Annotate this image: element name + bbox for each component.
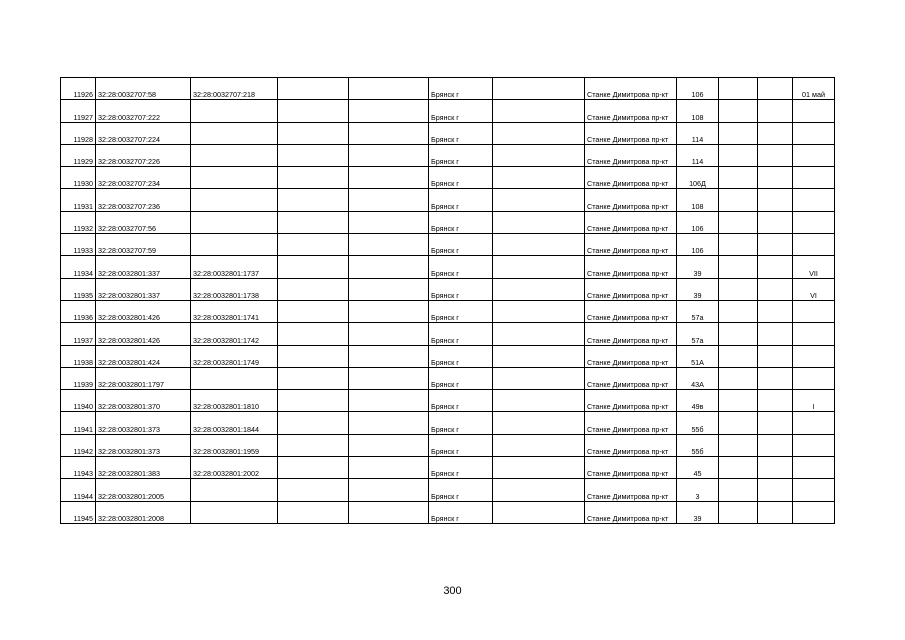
cadastral-number-cell: 32:28:0032801:2005 — [96, 479, 191, 501]
row-number-cell: 11944 — [61, 479, 96, 501]
street-cell: Станке Димитрова пр-кт — [585, 234, 677, 256]
city-cell: Брянск г — [429, 278, 493, 300]
premises-cell — [793, 323, 835, 345]
empty-cell — [349, 189, 429, 211]
empty-cell — [349, 144, 429, 166]
empty-cell — [719, 78, 758, 100]
empty-cell — [349, 278, 429, 300]
empty-cell — [719, 234, 758, 256]
house-number-cell: 114 — [677, 122, 719, 144]
object-cadastral-number-cell: 32:28:0032801:1810 — [191, 390, 278, 412]
city-cell: Брянск г — [429, 501, 493, 523]
street-cell: Станке Димитрова пр-кт — [585, 122, 677, 144]
house-number-cell: 39 — [677, 278, 719, 300]
table-row — [61, 211, 835, 233]
empty-cell — [493, 345, 585, 367]
cadastral-number-cell: 32:28:0032707:224 — [96, 122, 191, 144]
table-row — [61, 100, 835, 122]
object-cadastral-number-cell: 32:28:0032801:1738 — [191, 278, 278, 300]
street-cell: Станке Димитрова пр-кт — [585, 144, 677, 166]
empty-cell — [719, 457, 758, 479]
house-number-cell: 106Д — [677, 167, 719, 189]
empty-cell — [758, 323, 793, 345]
cadastral-number-cell: 32:28:0032801:337 — [96, 278, 191, 300]
cadastral-number-cell: 32:28:0032801:1797 — [96, 367, 191, 389]
empty-cell — [719, 122, 758, 144]
registry-table — [60, 77, 835, 524]
row-number-cell: 11934 — [61, 256, 96, 278]
empty-cell — [758, 345, 793, 367]
object-cadastral-number-cell — [191, 167, 278, 189]
empty-cell — [278, 211, 349, 233]
house-number-cell: 49в — [677, 390, 719, 412]
row-number-cell: 11927 — [61, 100, 96, 122]
premises-cell — [793, 189, 835, 211]
empty-cell — [758, 211, 793, 233]
house-number-cell: 57а — [677, 323, 719, 345]
empty-cell — [493, 189, 585, 211]
cadastral-number-cell: 32:28:0032707:59 — [96, 234, 191, 256]
house-number-cell: 106 — [677, 234, 719, 256]
empty-cell — [349, 211, 429, 233]
empty-cell — [278, 479, 349, 501]
street-cell: Станке Димитрова пр-кт — [585, 345, 677, 367]
table-row — [61, 256, 835, 278]
empty-cell — [758, 367, 793, 389]
row-number-cell: 11935 — [61, 278, 96, 300]
empty-cell — [349, 367, 429, 389]
table-row — [61, 300, 835, 322]
empty-cell — [349, 256, 429, 278]
empty-cell — [493, 390, 585, 412]
cadastral-number-cell: 32:28:0032801:426 — [96, 323, 191, 345]
empty-cell — [349, 479, 429, 501]
object-cadastral-number-cell: 32:28:0032801:2002 — [191, 457, 278, 479]
empty-cell — [493, 479, 585, 501]
city-cell: Брянск г — [429, 189, 493, 211]
premises-cell — [793, 457, 835, 479]
premises-cell — [793, 100, 835, 122]
city-cell: Брянск г — [429, 412, 493, 434]
empty-cell — [758, 412, 793, 434]
table-row — [61, 501, 835, 523]
empty-cell — [493, 434, 585, 456]
empty-cell — [349, 234, 429, 256]
empty-cell — [758, 479, 793, 501]
empty-cell — [758, 256, 793, 278]
empty-cell — [758, 189, 793, 211]
empty-cell — [493, 211, 585, 233]
street-cell: Станке Димитрова пр-кт — [585, 501, 677, 523]
city-cell: Брянск г — [429, 144, 493, 166]
empty-cell — [278, 323, 349, 345]
row-number-cell: 11943 — [61, 457, 96, 479]
empty-cell — [349, 345, 429, 367]
street-cell: Станке Димитрова пр-кт — [585, 457, 677, 479]
empty-cell — [278, 300, 349, 322]
cadastral-number-cell: 32:28:0032707:226 — [96, 144, 191, 166]
empty-cell — [278, 256, 349, 278]
premises-cell — [793, 434, 835, 456]
cadastral-number-cell: 32:28:0032707:58 — [96, 78, 191, 100]
city-cell: Брянск г — [429, 167, 493, 189]
empty-cell — [758, 144, 793, 166]
empty-cell — [278, 412, 349, 434]
table-row — [61, 189, 835, 211]
premises-cell: VI — [793, 278, 835, 300]
premises-cell — [793, 211, 835, 233]
empty-cell — [278, 345, 349, 367]
table-row — [61, 457, 835, 479]
premises-cell — [793, 412, 835, 434]
object-cadastral-number-cell: 32:28:0032801:1741 — [191, 300, 278, 322]
empty-cell — [719, 211, 758, 233]
table-row — [61, 144, 835, 166]
row-number-cell: 11940 — [61, 390, 96, 412]
empty-cell — [493, 256, 585, 278]
premises-cell — [793, 234, 835, 256]
cadastral-number-cell: 32:28:0032707:236 — [96, 189, 191, 211]
empty-cell — [349, 434, 429, 456]
house-number-cell: 114 — [677, 144, 719, 166]
empty-cell — [278, 390, 349, 412]
empty-cell — [349, 457, 429, 479]
empty-cell — [758, 278, 793, 300]
empty-cell — [278, 144, 349, 166]
empty-cell — [758, 100, 793, 122]
empty-cell — [349, 122, 429, 144]
street-cell: Станке Димитрова пр-кт — [585, 434, 677, 456]
empty-cell — [719, 256, 758, 278]
city-cell: Брянск г — [429, 234, 493, 256]
city-cell: Брянск г — [429, 345, 493, 367]
empty-cell — [493, 100, 585, 122]
empty-cell — [493, 167, 585, 189]
empty-cell — [719, 100, 758, 122]
empty-cell — [719, 345, 758, 367]
cadastral-number-cell: 32:28:0032707:234 — [96, 167, 191, 189]
empty-cell — [493, 323, 585, 345]
object-cadastral-number-cell — [191, 100, 278, 122]
city-cell: Брянск г — [429, 390, 493, 412]
row-number-cell: 11942 — [61, 434, 96, 456]
empty-cell — [349, 390, 429, 412]
street-cell: Станке Димитрова пр-кт — [585, 300, 677, 322]
table-row — [61, 434, 835, 456]
table-row — [61, 167, 835, 189]
city-cell: Брянск г — [429, 211, 493, 233]
table-row — [61, 345, 835, 367]
empty-cell — [278, 457, 349, 479]
row-number-cell: 11945 — [61, 501, 96, 523]
empty-cell — [719, 278, 758, 300]
premises-cell: 01 май — [793, 78, 835, 100]
empty-cell — [758, 390, 793, 412]
empty-cell — [349, 323, 429, 345]
row-number-cell: 11929 — [61, 144, 96, 166]
street-cell: Станке Димитрова пр-кт — [585, 412, 677, 434]
cadastral-number-cell: 32:28:0032801:373 — [96, 434, 191, 456]
city-cell: Брянск г — [429, 122, 493, 144]
empty-cell — [758, 457, 793, 479]
premises-cell — [793, 144, 835, 166]
table-row — [61, 412, 835, 434]
house-number-cell: 57а — [677, 300, 719, 322]
cadastral-number-cell: 32:28:0032801:373 — [96, 412, 191, 434]
city-cell: Брянск г — [429, 367, 493, 389]
object-cadastral-number-cell — [191, 479, 278, 501]
street-cell: Станке Димитрова пр-кт — [585, 189, 677, 211]
cadastral-number-cell: 32:28:0032707:222 — [96, 100, 191, 122]
row-number-cell: 11932 — [61, 211, 96, 233]
table-row — [61, 323, 835, 345]
premises-cell — [793, 501, 835, 523]
empty-cell — [719, 390, 758, 412]
city-cell: Брянск г — [429, 434, 493, 456]
table-row — [61, 367, 835, 389]
empty-cell — [719, 479, 758, 501]
city-cell: Брянск г — [429, 100, 493, 122]
empty-cell — [493, 501, 585, 523]
empty-cell — [758, 167, 793, 189]
street-cell: Станке Димитрова пр-кт — [585, 367, 677, 389]
premises-cell — [793, 300, 835, 322]
cadastral-number-cell: 32:28:0032801:370 — [96, 390, 191, 412]
empty-cell — [278, 367, 349, 389]
street-cell: Станке Димитрова пр-кт — [585, 78, 677, 100]
empty-cell — [349, 412, 429, 434]
empty-cell — [349, 78, 429, 100]
empty-cell — [278, 100, 349, 122]
object-cadastral-number-cell: 32:28:0032707:218 — [191, 78, 278, 100]
empty-cell — [719, 189, 758, 211]
empty-cell — [758, 434, 793, 456]
empty-cell — [719, 412, 758, 434]
empty-cell — [493, 412, 585, 434]
empty-cell — [493, 278, 585, 300]
city-cell: Брянск г — [429, 323, 493, 345]
empty-cell — [278, 189, 349, 211]
empty-cell — [719, 367, 758, 389]
empty-cell — [719, 434, 758, 456]
object-cadastral-number-cell — [191, 122, 278, 144]
table-row — [61, 78, 835, 100]
cadastral-number-cell: 32:28:0032707:56 — [96, 211, 191, 233]
table-row — [61, 234, 835, 256]
cadastral-number-cell: 32:28:0032801:426 — [96, 300, 191, 322]
registry-table-body — [61, 78, 835, 524]
row-number-cell: 11933 — [61, 234, 96, 256]
object-cadastral-number-cell — [191, 367, 278, 389]
empty-cell — [349, 300, 429, 322]
empty-cell — [349, 167, 429, 189]
row-number-cell: 11930 — [61, 167, 96, 189]
row-number-cell: 11941 — [61, 412, 96, 434]
empty-cell — [719, 144, 758, 166]
object-cadastral-number-cell: 32:28:0032801:1959 — [191, 434, 278, 456]
cadastral-number-cell: 32:28:0032801:424 — [96, 345, 191, 367]
street-cell: Станке Димитрова пр-кт — [585, 390, 677, 412]
house-number-cell: 39 — [677, 501, 719, 523]
empty-cell — [493, 122, 585, 144]
house-number-cell: 106 — [677, 211, 719, 233]
table-row — [61, 479, 835, 501]
premises-cell: VII — [793, 256, 835, 278]
premises-cell — [793, 479, 835, 501]
row-number-cell: 11926 — [61, 78, 96, 100]
cadastral-number-cell: 32:28:0032801:337 — [96, 256, 191, 278]
premises-cell: I — [793, 390, 835, 412]
empty-cell — [349, 100, 429, 122]
street-cell: Станке Димитрова пр-кт — [585, 100, 677, 122]
house-number-cell: 108 — [677, 189, 719, 211]
row-number-cell: 11928 — [61, 122, 96, 144]
street-cell: Станке Димитрова пр-кт — [585, 278, 677, 300]
city-cell: Брянск г — [429, 256, 493, 278]
object-cadastral-number-cell — [191, 211, 278, 233]
cadastral-number-cell: 32:28:0032801:383 — [96, 457, 191, 479]
empty-cell — [278, 78, 349, 100]
house-number-cell: 43А — [677, 367, 719, 389]
empty-cell — [719, 300, 758, 322]
premises-cell — [793, 345, 835, 367]
empty-cell — [758, 300, 793, 322]
empty-cell — [278, 122, 349, 144]
empty-cell — [758, 501, 793, 523]
empty-cell — [493, 78, 585, 100]
house-number-cell: 39 — [677, 256, 719, 278]
table-row — [61, 390, 835, 412]
object-cadastral-number-cell: 32:28:0032801:1742 — [191, 323, 278, 345]
empty-cell — [493, 234, 585, 256]
object-cadastral-number-cell — [191, 501, 278, 523]
empty-cell — [719, 323, 758, 345]
empty-cell — [278, 278, 349, 300]
object-cadastral-number-cell — [191, 144, 278, 166]
empty-cell — [758, 78, 793, 100]
empty-cell — [719, 501, 758, 523]
empty-cell — [493, 300, 585, 322]
street-cell: Станке Димитрова пр-кт — [585, 479, 677, 501]
row-number-cell: 11937 — [61, 323, 96, 345]
empty-cell — [278, 501, 349, 523]
street-cell: Станке Димитрова пр-кт — [585, 167, 677, 189]
row-number-cell: 11938 — [61, 345, 96, 367]
object-cadastral-number-cell — [191, 189, 278, 211]
premises-cell — [793, 167, 835, 189]
empty-cell — [349, 501, 429, 523]
empty-cell — [493, 457, 585, 479]
object-cadastral-number-cell: 32:28:0032801:1844 — [191, 412, 278, 434]
empty-cell — [758, 234, 793, 256]
object-cadastral-number-cell — [191, 234, 278, 256]
house-number-cell: 108 — [677, 100, 719, 122]
empty-cell — [278, 434, 349, 456]
empty-cell — [278, 167, 349, 189]
page-number: 300 — [443, 585, 462, 597]
empty-cell — [493, 367, 585, 389]
row-number-cell: 11939 — [61, 367, 96, 389]
house-number-cell: 55б — [677, 412, 719, 434]
empty-cell — [758, 122, 793, 144]
city-cell: Брянск г — [429, 479, 493, 501]
row-number-cell: 11931 — [61, 189, 96, 211]
premises-cell — [793, 367, 835, 389]
house-number-cell: 51А — [677, 345, 719, 367]
premises-cell — [793, 122, 835, 144]
street-cell: Станке Димитрова пр-кт — [585, 256, 677, 278]
object-cadastral-number-cell: 32:28:0032801:1749 — [191, 345, 278, 367]
house-number-cell: 3 — [677, 479, 719, 501]
table-row — [61, 278, 835, 300]
city-cell: Брянск г — [429, 457, 493, 479]
cadastral-number-cell: 32:28:0032801:2008 — [96, 501, 191, 523]
city-cell: Брянск г — [429, 300, 493, 322]
street-cell: Станке Димитрова пр-кт — [585, 211, 677, 233]
city-cell: Брянск г — [429, 78, 493, 100]
street-cell: Станке Димитрова пр-кт — [585, 323, 677, 345]
row-number-cell: 11936 — [61, 300, 96, 322]
object-cadastral-number-cell: 32:28:0032801:1737 — [191, 256, 278, 278]
house-number-cell: 45 — [677, 457, 719, 479]
house-number-cell: 55б — [677, 434, 719, 456]
empty-cell — [719, 167, 758, 189]
house-number-cell: 106 — [677, 78, 719, 100]
empty-cell — [278, 234, 349, 256]
empty-cell — [493, 144, 585, 166]
table-row — [61, 122, 835, 144]
